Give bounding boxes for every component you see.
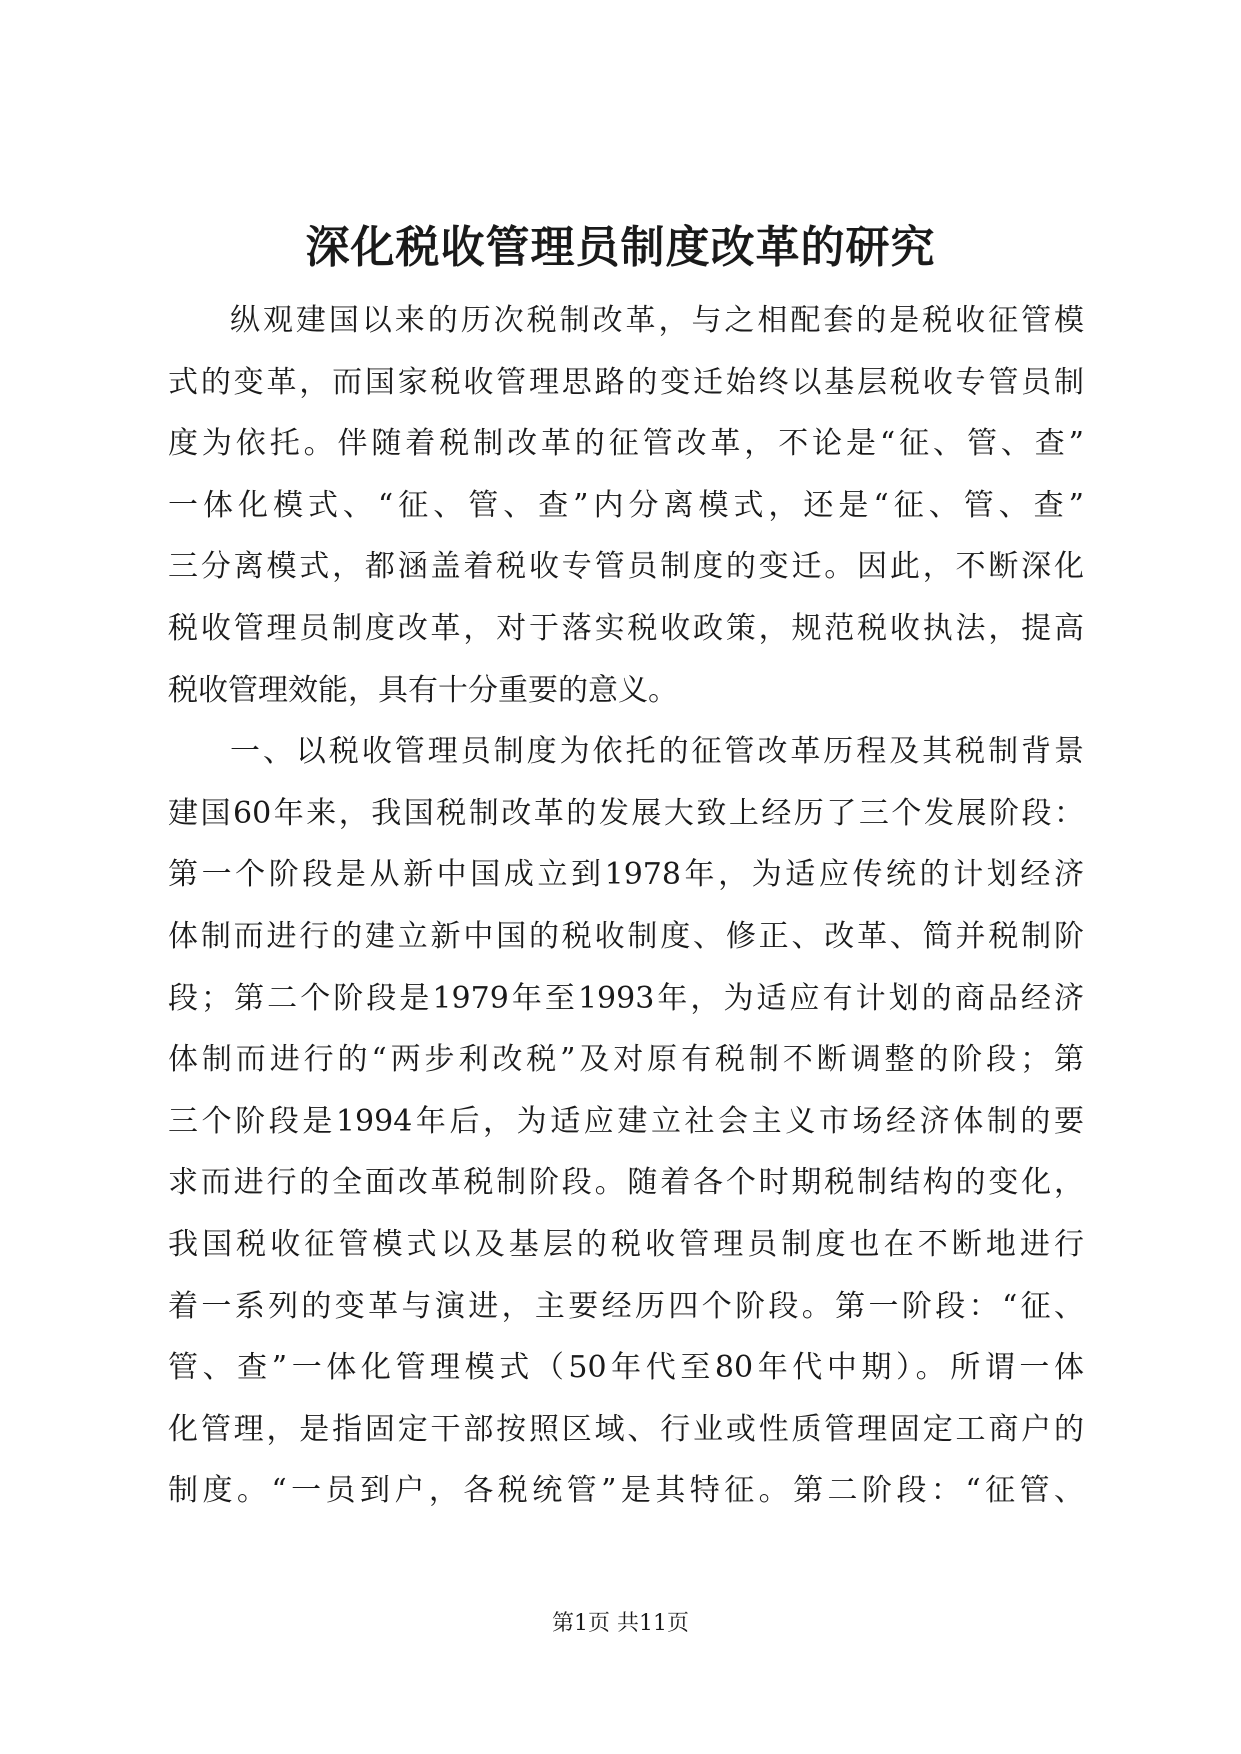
text-line: 体制而进行的“两步利改税”及对原有税制不断调整的阶段；第: [168, 1042, 1084, 1078]
text-line: 化管理，是指固定干部按照区域、行业或性质管理固定工商户的: [168, 1411, 1084, 1447]
text-line: 我国税收征管模式以及基层的税收管理员制度也在不断地进行: [168, 1226, 1084, 1262]
text-line: 体制而进行的建立新中国的税收制度、修正、改革、简并税制阶: [168, 918, 1084, 954]
text-line: 三个阶段是1994年后，为适应建立社会主义市场经济体制的要: [168, 1103, 1084, 1139]
text-line: 税收管理员制度改革，对于落实税收政策，规范税收执法，提高: [168, 610, 1084, 646]
text-line: 纵观建国以来的历次税制改革，与之相配套的是税收征管模: [230, 303, 1084, 338]
document-body: [168, 290, 1084, 1522]
text-line: 税收管理效能，具有十分重要的意义。: [168, 672, 678, 708]
page-footer: 第1页 共11页: [552, 1611, 689, 1636]
text-line: 式的变革，而国家税收管理思路的变迁始终以基层税收专管员制: [168, 364, 1084, 400]
text-line: 求而进行的全面改革税制阶段。随着各个时期税制结构的变化，: [168, 1165, 1084, 1201]
text-line: 着一系列的变革与演进，主要经历四个阶段。第一阶段：“征、: [168, 1288, 1084, 1324]
text-line: 建国60年来，我国税制改革的发展大致上经历了三个发展阶段：: [168, 795, 1084, 831]
text-line: 制度。“一员到户，各税统管”是其特征。第二阶段：“征管、: [168, 1473, 1084, 1509]
text-line: 第一个阶段是从新中国成立到1978年，为适应传统的计划经济: [168, 857, 1084, 893]
text-line: 一体化模式、“征、管、查”内分离模式，还是“征、管、查”: [168, 487, 1084, 523]
text-line: 度为依托。伴随着税制改革的征管改革，不论是“征、管、查”: [168, 426, 1084, 462]
text-line: 三分离模式，都涵盖着税收专管员制度的变迁。因此，不断深化: [168, 549, 1084, 585]
text-line: 管、查”一体化管理模式（50年代至80年代中期）。所谓一体: [168, 1350, 1084, 1386]
document-title: 深化税收管理员制度改革的研究: [305, 222, 936, 273]
section-heading: 一、以税收管理员制度为依托的征管改革历程及其税制背景: [230, 734, 1084, 770]
text-line: 段；第二个阶段是1979年至1993年，为适应有计划的商品经济: [168, 980, 1084, 1016]
